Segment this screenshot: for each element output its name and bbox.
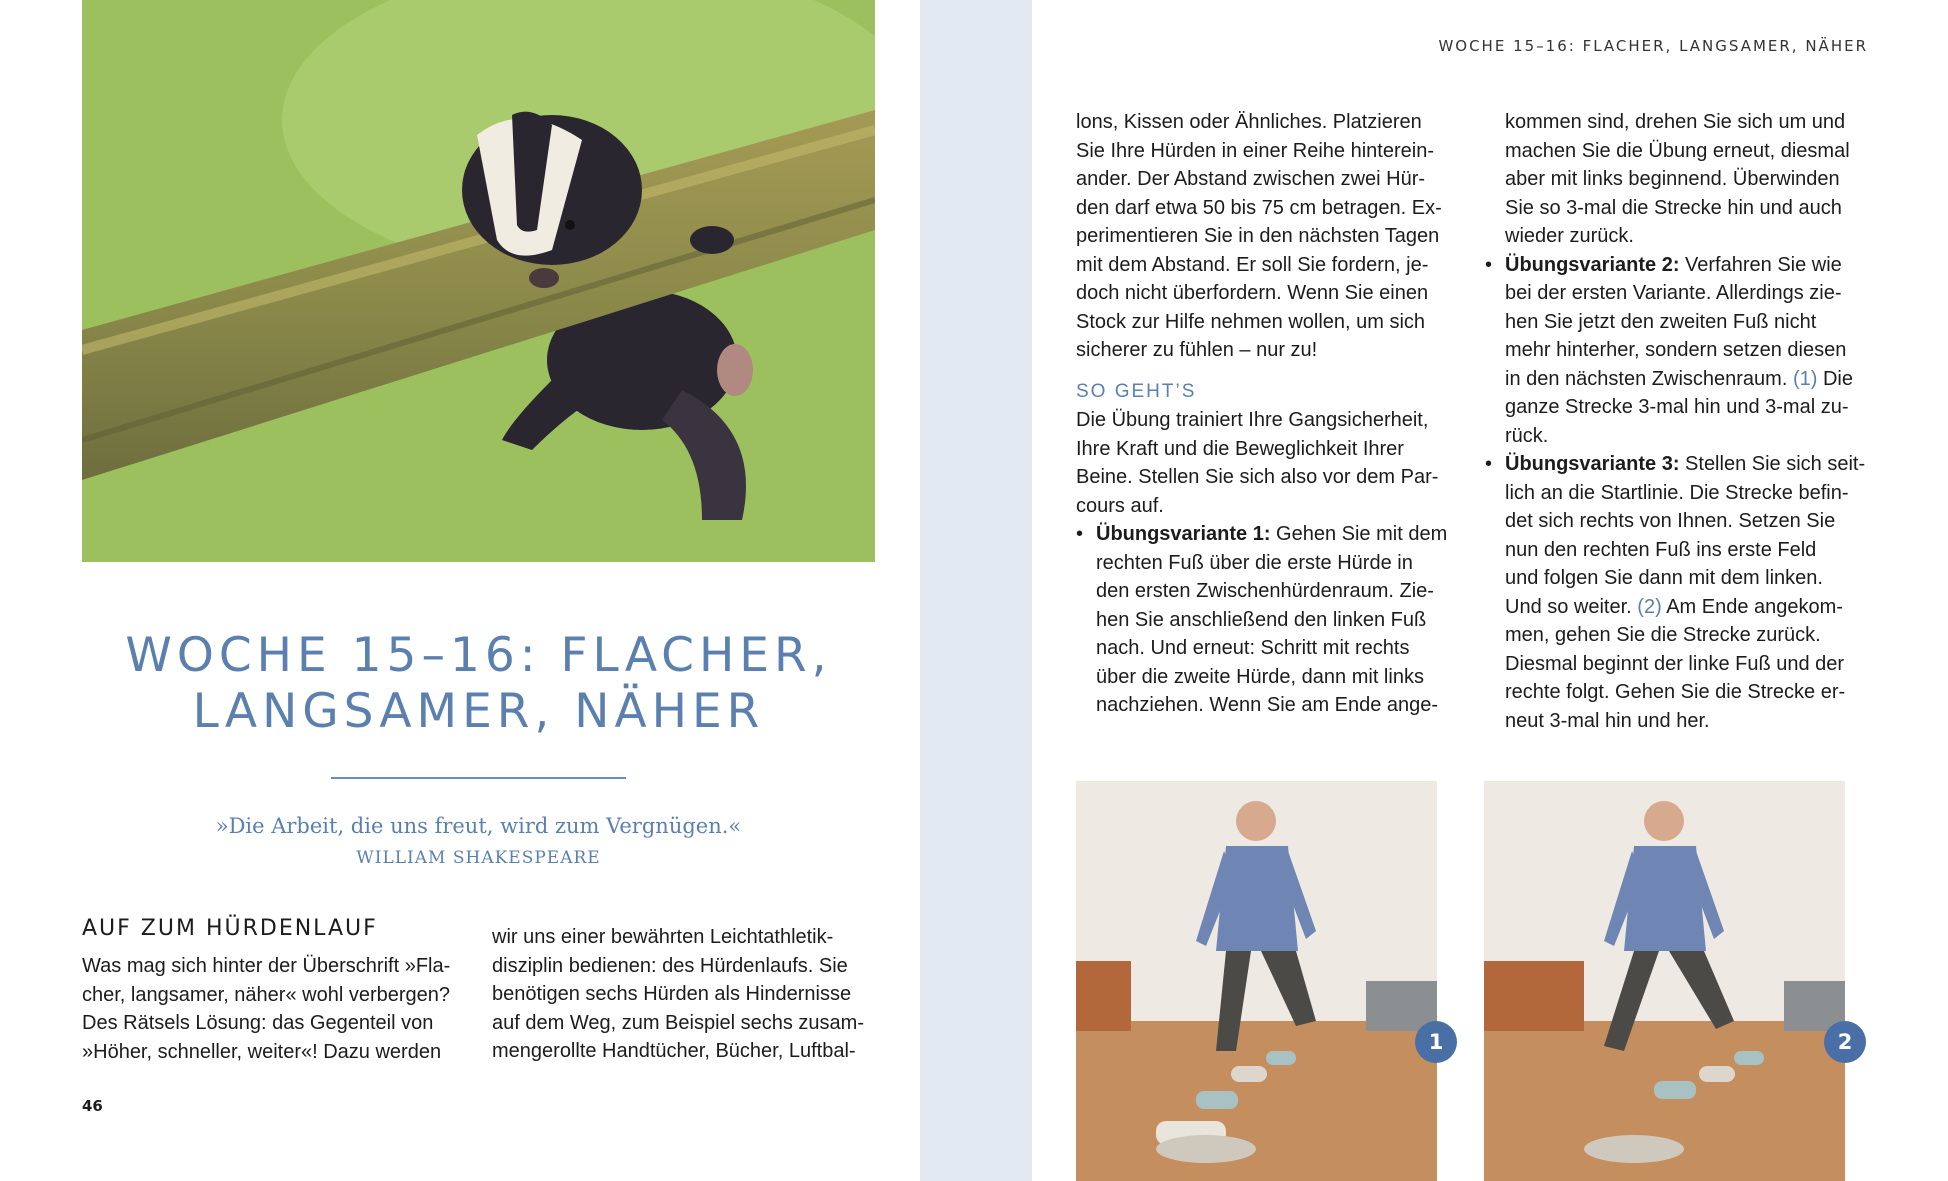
text-line: Des Rätsels Lösung: das Gegenteil von bbox=[82, 1012, 434, 1034]
text-line: Beine. Stellen Sie sich also vor dem Par- bbox=[1076, 466, 1439, 488]
photo-badge-2: 2 bbox=[1824, 1021, 1866, 1063]
variant-2-item bbox=[1485, 251, 1885, 451]
text-line: Und so weiter. bbox=[1505, 595, 1638, 618]
text-line: ganze Strecke 3-mal hin und 3-mal zu- bbox=[1505, 396, 1849, 418]
text-line: sicherer zu fühlen – nur zu! bbox=[1076, 339, 1318, 361]
text-line: Verfahren Sie wie bbox=[1679, 253, 1842, 276]
text-line: ander. Der Abstand zwischen zwei Hür- bbox=[1076, 168, 1426, 190]
photo-reference-2: (2) bbox=[1637, 595, 1662, 618]
text-line: den darf etwa 50 bis 75 cm betragen. Ex- bbox=[1076, 196, 1442, 219]
text-line: »Höher, schneller, weiter«! Dazu werden bbox=[82, 1040, 442, 1063]
text-line: über die zweite Hürde, dann mit links bbox=[1096, 665, 1424, 688]
text-line: auf dem Weg, zum Beispiel sechs zusam- bbox=[492, 1011, 865, 1034]
text-line: den ersten Zwischenhürdenraum. Zie- bbox=[1096, 580, 1434, 602]
text-line: nun den rechten Fuß ins erste Feld bbox=[1505, 538, 1817, 561]
text-line: nachziehen. Wenn Sie am Ende ange- bbox=[1096, 694, 1439, 716]
text-line: hen Sie jetzt den zweiten Fuß nicht bbox=[1505, 310, 1817, 333]
text-line: perimentieren Sie in den nächsten Tagen bbox=[1076, 225, 1440, 247]
text-line: Diesmal beginnt der linke Fuß und der bbox=[1505, 652, 1845, 675]
text-line: Die bbox=[1817, 367, 1853, 390]
epigraph-author: WILLIAM SHAKESPEARE bbox=[356, 848, 601, 868]
text-line: aber mit links beginnend. Überwinden bbox=[1505, 168, 1840, 190]
page-number: 46 bbox=[82, 1097, 103, 1115]
exercise-photo-1-illustration bbox=[1076, 781, 1437, 1181]
variant-3-item bbox=[1485, 450, 1885, 735]
text-line: und folgen Sie dann mit dem linken. bbox=[1505, 567, 1823, 589]
chapter-title-line-2: LANGSAMER, NÄHER bbox=[192, 684, 765, 739]
text-line: lich an die Startlinie. Die Strecke befin- bbox=[1505, 481, 1849, 504]
text-line: Gehen Sie mit dem bbox=[1270, 523, 1448, 545]
photo-badge-1: 1 bbox=[1415, 1021, 1457, 1063]
variant-3-label: Übungsvariante 3: bbox=[1505, 453, 1680, 475]
text-line: rechte folgt. Gehen Sie die Strecke er- bbox=[1505, 681, 1846, 703]
text-line: rechten Fuß über die erste Hürde in bbox=[1096, 551, 1413, 574]
text-line: disziplin bedienen: des Hürdenlaufs. Sie bbox=[492, 954, 848, 977]
section-heading: AUF ZUM HÜRDENLAUF bbox=[82, 916, 378, 941]
left-text-column-1 bbox=[82, 952, 477, 1066]
text-line: det sich rechts von Ihnen. Setzen Sie bbox=[1505, 510, 1836, 532]
chapter-title bbox=[82, 628, 875, 740]
text-line: nach. Und erneut: Schritt mit rechts bbox=[1096, 637, 1410, 659]
exercise-photo-2 bbox=[1484, 781, 1845, 1181]
epigraph-quote: »Die Arbeit, die uns freut, wird zum Vergnügen.« bbox=[215, 814, 742, 838]
text-line: in den nächsten Zwischenraum. bbox=[1505, 367, 1793, 390]
text-line: benötigen sechs Hürden als Hindernisse bbox=[492, 983, 852, 1005]
text-line: rück. bbox=[1505, 424, 1549, 447]
text-line: Sie so 3-mal die Strecke hin und auch bbox=[1505, 196, 1842, 219]
left-text-column-2 bbox=[492, 923, 887, 1066]
chapter-title-line-1: WOCHE 15–16: FLACHER, bbox=[125, 628, 832, 683]
text-line: wieder zurück. bbox=[1505, 225, 1634, 247]
text-line: Sie Ihre Hürden in einer Reihe hinterein- bbox=[1076, 139, 1434, 162]
right-text-column-2 bbox=[1485, 108, 1885, 735]
text-line: Stellen Sie sich seit- bbox=[1679, 453, 1866, 475]
gutter-strip bbox=[920, 0, 1032, 1181]
text-line: Was mag sich hinter der Überschrift »Fla- bbox=[82, 955, 451, 977]
text-line: Die Übung trainiert Ihre Gangsicherheit, bbox=[1076, 409, 1429, 431]
badger-illustration bbox=[82, 0, 875, 562]
text-line: machen Sie die Übung erneut, diesmal bbox=[1505, 139, 1850, 162]
variant-1-label: Übungsvariante 1: bbox=[1096, 523, 1271, 545]
text-line: men, gehen Sie die Strecke zurück. bbox=[1505, 624, 1821, 646]
text-line: kommen sind, drehen Sie sich um und bbox=[1505, 111, 1846, 133]
text-line: cher, langsamer, näher« wohl verbergen? bbox=[82, 983, 451, 1006]
right-text-column-1 bbox=[1076, 108, 1476, 720]
text-line: lons, Kissen oder Ähnliches. Platzieren bbox=[1076, 111, 1422, 133]
text-line: mengerollte Handtücher, Bücher, Luftbal- bbox=[492, 1040, 856, 1062]
text-line: wir uns einer bewährten Leichtathletik- bbox=[492, 926, 834, 948]
variant-1-item bbox=[1076, 520, 1476, 720]
text-line: mehr hinterher, sondern setzen diesen bbox=[1505, 339, 1847, 361]
text-line: hen Sie anschließend den linken Fuß bbox=[1096, 608, 1427, 631]
variant-2-label: Übungsvariante 2: bbox=[1505, 253, 1680, 276]
exercise-photo-1 bbox=[1076, 781, 1437, 1181]
so-gehts-heading: SO GEHT’S bbox=[1076, 380, 1197, 402]
text-line: Stock zur Hilfe nehmen wollen, um sich bbox=[1076, 310, 1426, 333]
text-line: mit dem Abstand. Er soll Sie fordern, je- bbox=[1076, 253, 1429, 276]
running-head: WOCHE 15–16: FLACHER, LANGSAMER, NÄHER bbox=[1438, 37, 1868, 55]
badger-photo bbox=[82, 0, 875, 562]
text-line: Ihre Kraft und die Beweglichkeit Ihrer bbox=[1076, 437, 1404, 460]
photo-reference-1: (1) bbox=[1792, 367, 1818, 390]
text-line: neut 3-mal hin und her. bbox=[1505, 709, 1710, 732]
text-line: Am Ende angekom- bbox=[1661, 595, 1843, 618]
exercise-photo-2-illustration bbox=[1484, 781, 1845, 1181]
title-divider bbox=[331, 777, 626, 779]
text-line: doch nicht überfordern. Wenn Sie einen bbox=[1076, 282, 1429, 304]
text-line: cours auf. bbox=[1076, 494, 1164, 517]
text-line: bei der ersten Variante. Allerdings zie- bbox=[1505, 282, 1842, 304]
